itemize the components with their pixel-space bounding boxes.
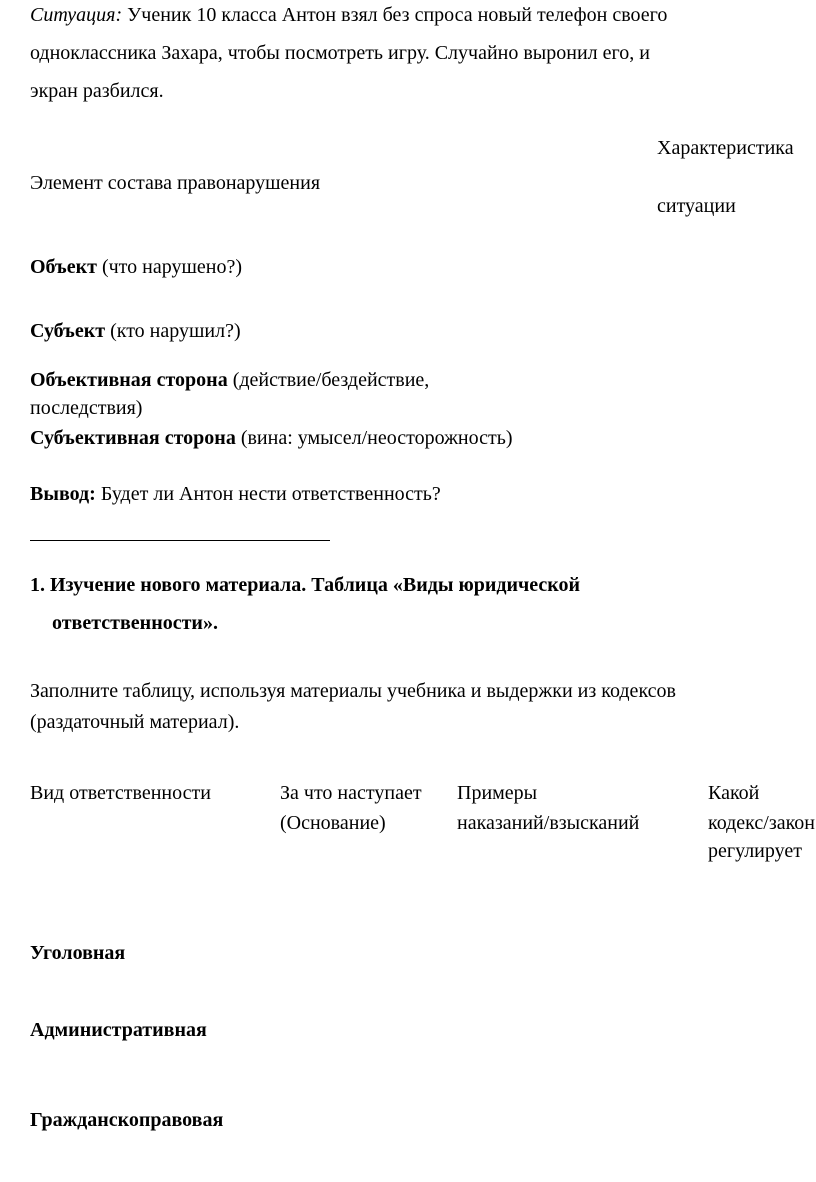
table-row-administrative: Административная	[30, 1019, 207, 1041]
section-heading-cont: ответственности».	[52, 612, 218, 634]
section-heading: 1. Изучение нового материала. Таблица «Виды юридической	[30, 574, 581, 596]
element-object: Объект (что нарушено?)	[30, 256, 242, 278]
element-objective-side: Объективная сторона (действие/бездействие,	[30, 369, 430, 391]
table-header-code: Какой	[708, 782, 760, 804]
characteristic-header: Характеристика	[657, 137, 794, 159]
situation-line: экран разбился.	[30, 80, 164, 102]
answer-line	[30, 540, 330, 541]
situation-label: Ситуация:	[30, 4, 123, 26]
table-header-basis-2: (Основание)	[280, 812, 386, 834]
instruction: Заполните таблицу, используя материалы учебника и выдержки из кодексов	[30, 680, 676, 702]
table-row-civil: Гражданскоправовая	[30, 1109, 224, 1131]
table-row-criminal: Уголовная	[30, 942, 126, 964]
characteristic-header-2: ситуации	[657, 195, 736, 217]
situation-line: Ученик 10 класса Антон взял без спроса новый телефон своего	[127, 4, 668, 26]
table-header-code-2: кодекс/закон	[708, 812, 816, 834]
table-header-code-3: регулирует	[708, 840, 802, 862]
table-header-type: Вид ответственности	[30, 782, 211, 804]
instruction-cont: (раздаточный материал).	[30, 711, 240, 733]
table-header-examples-2: наказаний/взысканий	[457, 812, 640, 834]
situation-line: одноклассника Захара, чтобы посмотреть игру. Случайно выронил его, и	[30, 42, 650, 64]
table-header-basis: За что наступает	[280, 782, 422, 804]
element-objective-side-cont: последствия)	[30, 397, 143, 419]
element-header: Элемент состава правонарушения	[30, 172, 321, 194]
table-header-examples: Примеры	[457, 782, 538, 804]
element-subjective-side: Субъективная сторона (вина: умысел/неосторожность)	[30, 427, 513, 449]
element-subject: Субъект (кто нарушил?)	[30, 320, 241, 342]
conclusion: Вывод: Будет ли Антон нести ответственность?	[30, 483, 441, 505]
